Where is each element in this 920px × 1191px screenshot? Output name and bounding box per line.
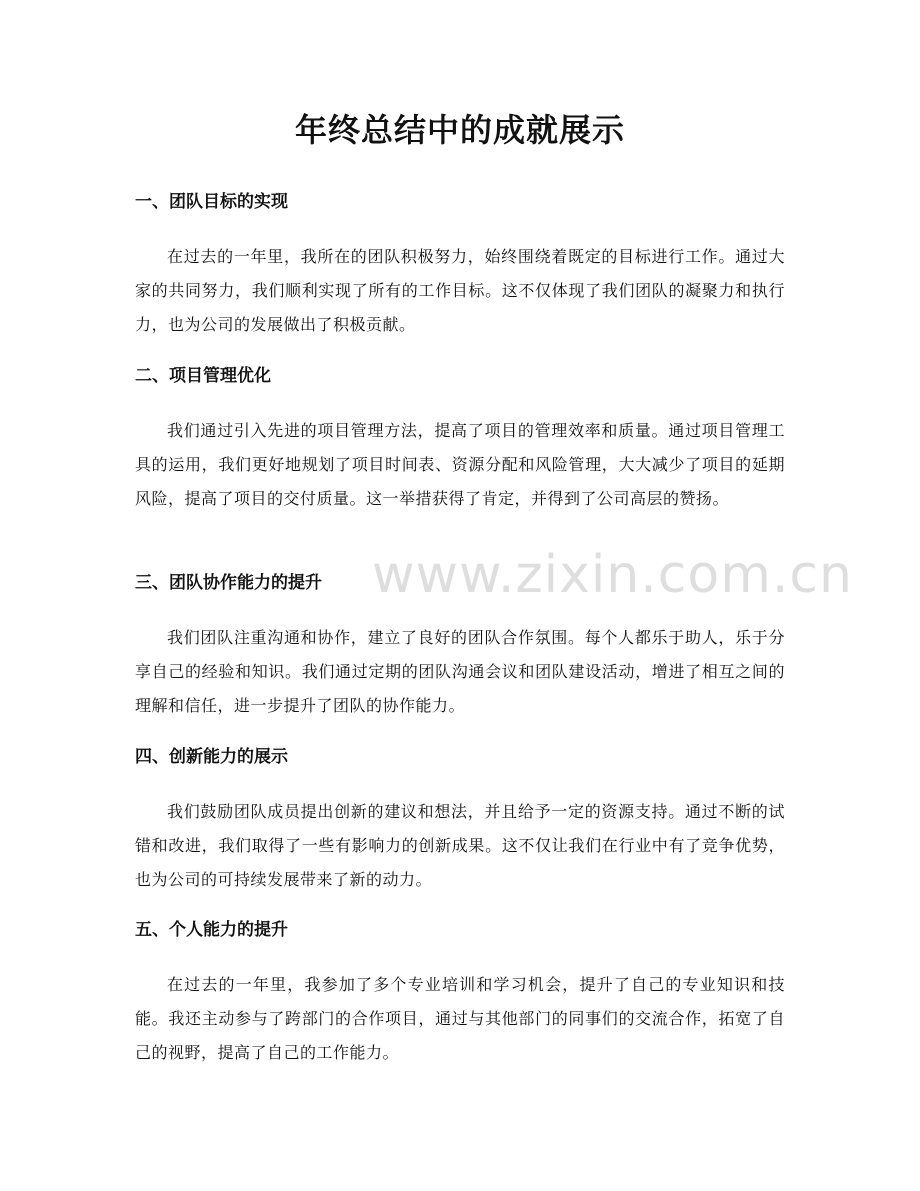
watermark: www.zixin.com.cn (372, 545, 853, 605)
section-paragraph: 我们团队注重沟通和协作，建立了良好的团队合作氛围。每个人都乐于助人，乐于分享自己的经验和知识。我们通过定期的团队沟通会议和团队建设活动，增进了相互之间的理解和信任，进一步提升了团队的协作能力。 (135, 628, 785, 715)
section-team-goals (135, 190, 785, 342)
section-personal-growth (135, 918, 785, 1070)
section-heading: 三、团队协作能力的提升 (135, 573, 322, 593)
section-heading: 一、团队目标的实现 (135, 192, 288, 212)
section-team-collaboration (135, 571, 785, 723)
section-innovation (135, 745, 785, 897)
section-paragraph: 在过去的一年里，我参加了多个专业培训和学习机会，提升了自己的专业知识和技能。我还主动参与了跨部门的合作项目，通过与其他部门的同事们的交流合作，拓宽了自己的视野，提高了自己的工作能力。 (135, 975, 785, 1062)
section-heading: 二、项目管理优化 (135, 366, 271, 386)
document-title: 年终总结中的成就展示 (294, 111, 625, 149)
section-paragraph: 我们通过引入先进的项目管理方法，提高了项目的管理效率和质量。通过项目管理工具的运用，我们更好地规划了项目时间表、资源分配和风险管理，大大减少了项目的延期风险，提高了项目的交付质量。这一举措获得了肯定，并得到了公司高层的赞扬。 (135, 421, 785, 508)
section-paragraph: 我们鼓励团队成员提出创新的建议和想法，并且给予一定的资源支持。通过不断的试错和改进，我们取得了一些有影响力的创新成果。这不仅让我们在行业中有了竞争优势，也为公司的可持续发展带来了新的动力。 (135, 802, 785, 889)
section-heading: 五、个人能力的提升 (135, 920, 288, 940)
section-heading: 四、创新能力的展示 (135, 747, 288, 767)
section-paragraph: 在过去的一年里，我所在的团队积极努力，始终围绕着既定的目标进行工作。通过大家的共同努力，我们顺利实现了所有的工作目标。这不仅体现了我们团队的凝聚力和执行力，也为公司的发展做出了积极贡献。 (135, 247, 785, 334)
section-project-management (135, 364, 785, 516)
